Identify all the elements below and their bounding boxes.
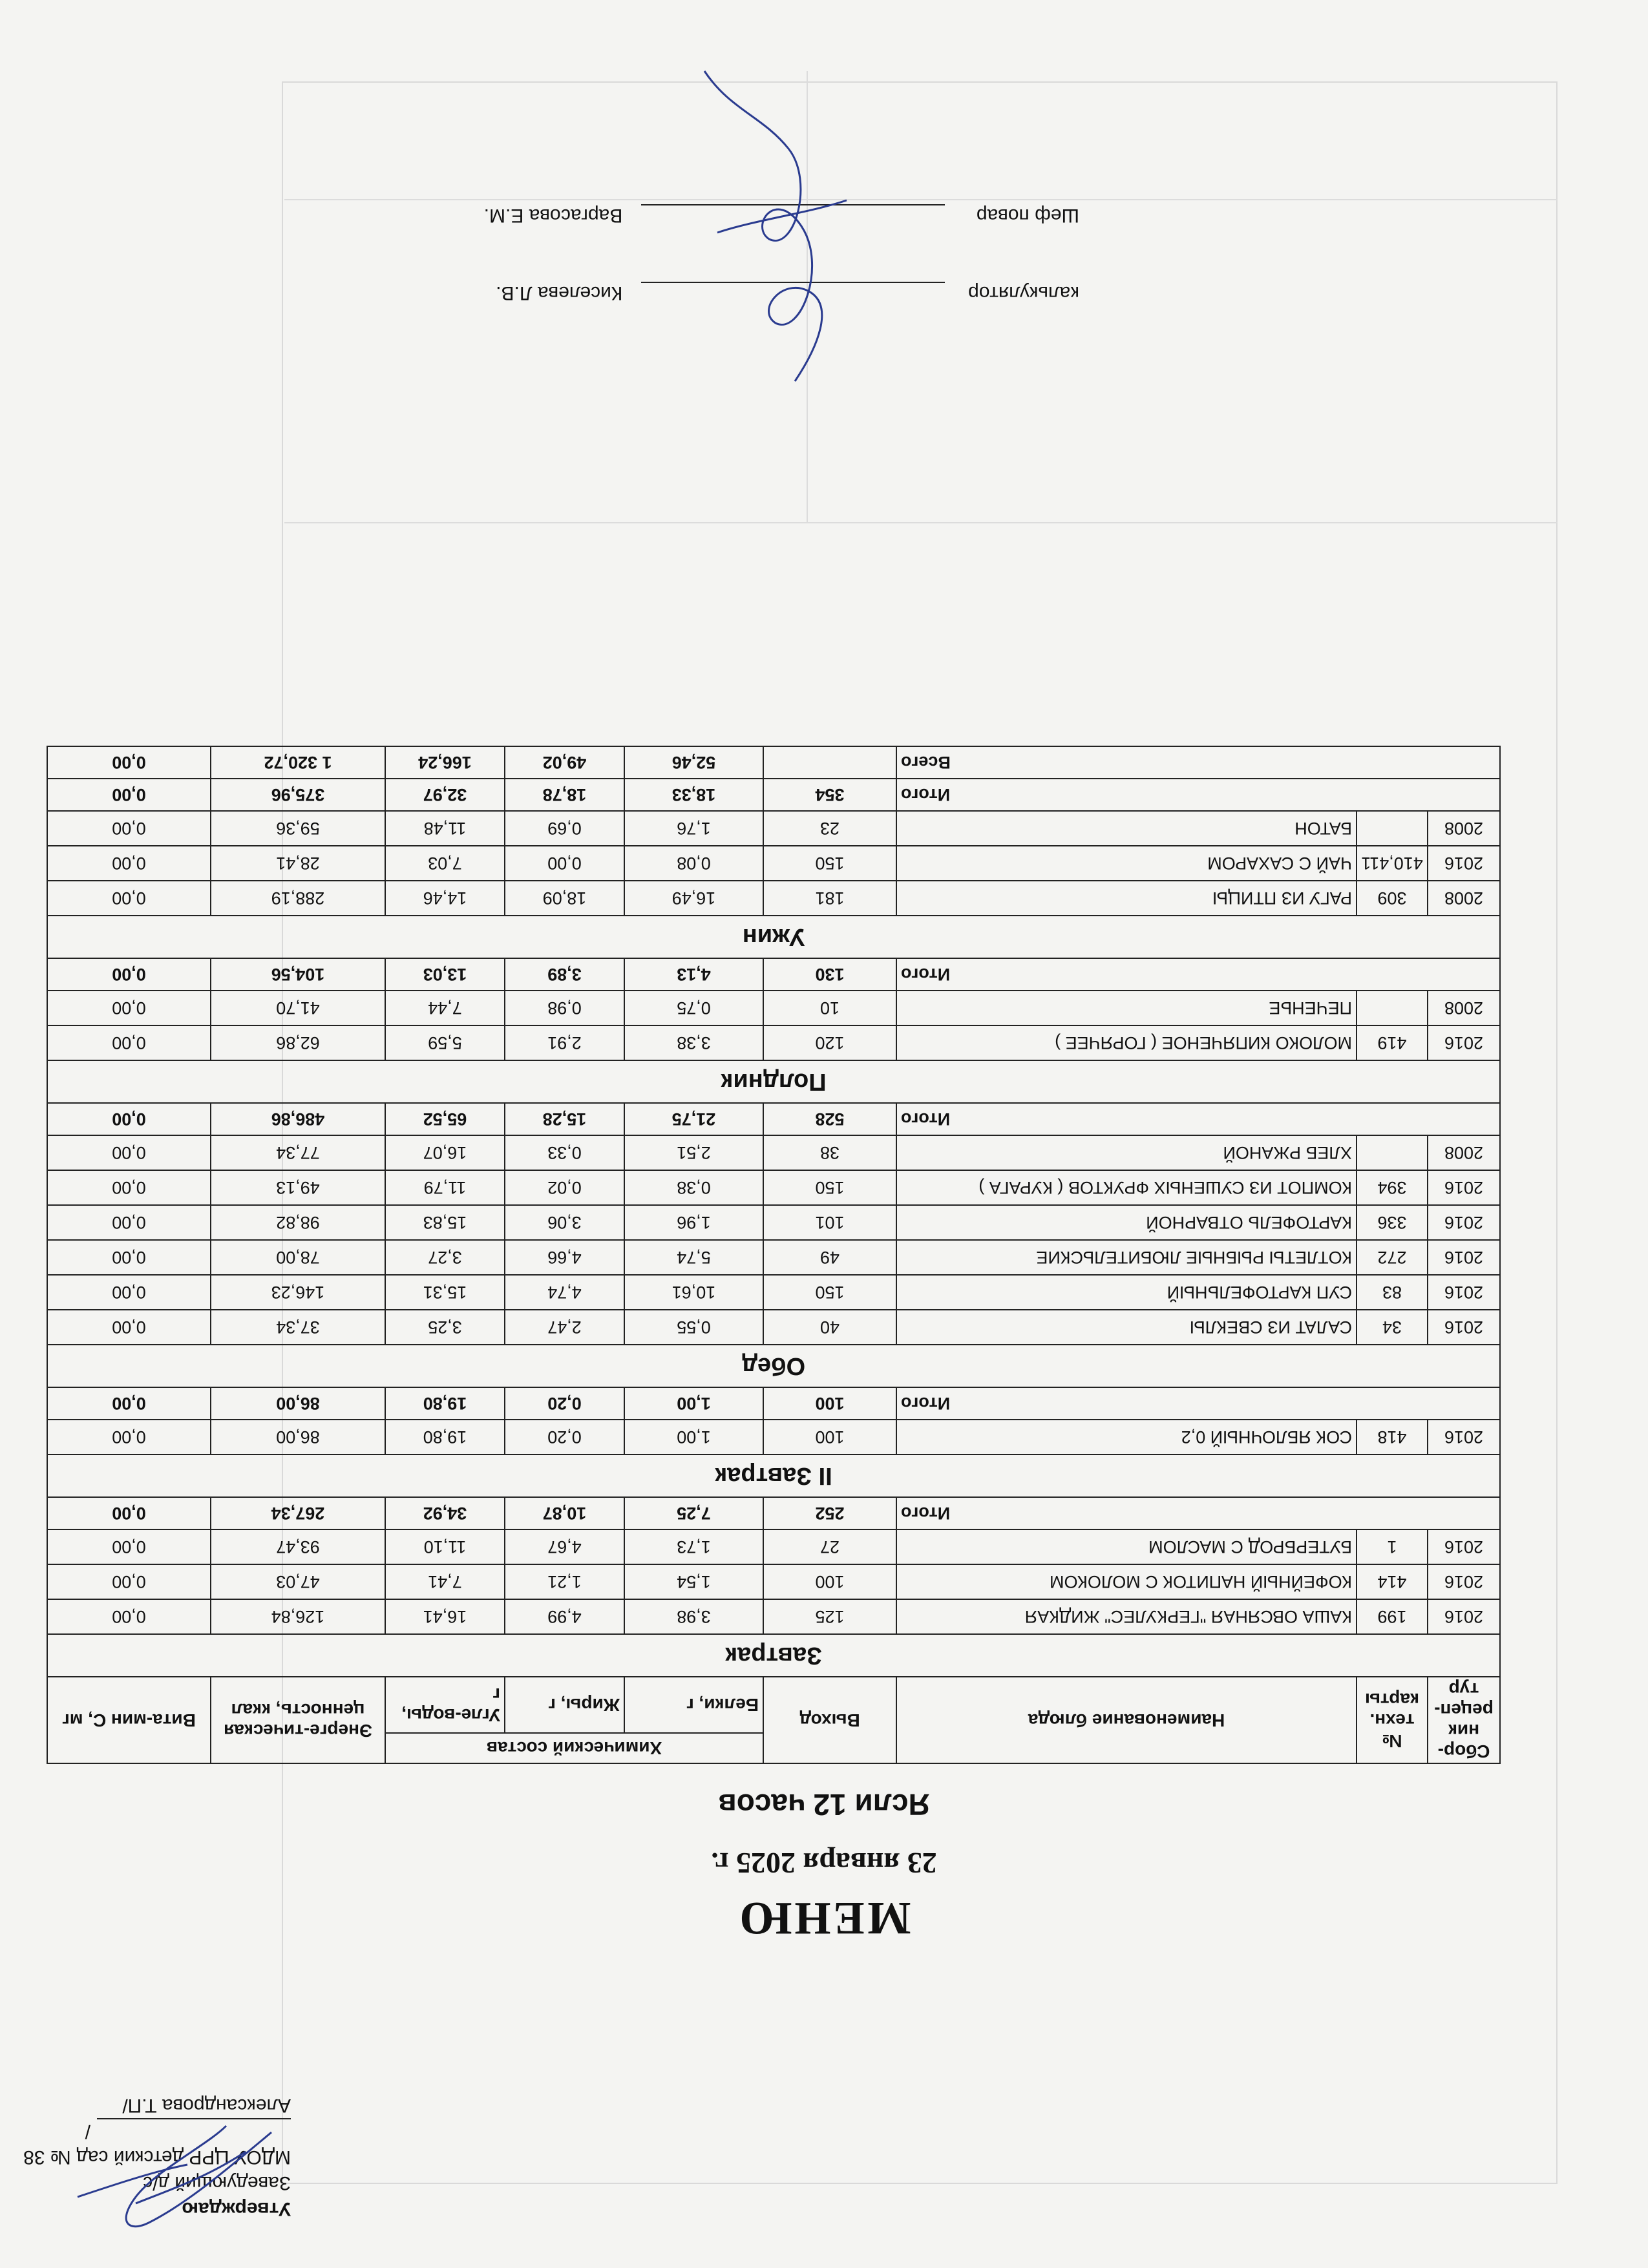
total-vitamin: 0,00	[47, 1103, 211, 1135]
total-label: Итого	[896, 1103, 1500, 1135]
proteins-value: 16,49	[624, 881, 763, 916]
energy-value: 78,00	[211, 1240, 385, 1275]
carbs-value: 5,59	[385, 1025, 505, 1060]
carbs-value: 11,79	[385, 1170, 505, 1205]
vitamin-value: 0,00	[47, 1275, 211, 1310]
grand-total-output	[763, 746, 896, 779]
col-vitamin-header: Вита-мин С, мг	[47, 1677, 211, 1763]
staff-signature	[692, 58, 885, 394]
vitamin-value: 0,00	[47, 1529, 211, 1564]
total-energy: 86,00	[211, 1387, 385, 1420]
total-vitamin: 0,00	[47, 779, 211, 811]
table-row	[47, 1310, 1500, 1345]
card-number: 1	[1357, 1529, 1428, 1564]
total-output: 528	[763, 1103, 896, 1135]
fats-value: 0,69	[505, 811, 624, 846]
collection-year: 2016	[1428, 1205, 1500, 1240]
vitamin-value: 0,00	[47, 811, 211, 846]
vitamin-value: 0,00	[47, 1025, 211, 1060]
total-carbs: 65,52	[385, 1103, 505, 1135]
total-proteins: 21,75	[624, 1103, 763, 1135]
total-carbs: 19,80	[385, 1387, 505, 1420]
proteins-value: 0,38	[624, 1170, 763, 1205]
approval-name: /Александрова Т.П/	[85, 2095, 291, 2142]
proteins-value: 3,98	[624, 1599, 763, 1634]
fats-value: 0,20	[505, 1420, 624, 1454]
approval-organization: МДОУ ЦРР детский сад № 38	[23, 2147, 291, 2168]
collection-year: 2016	[1428, 1170, 1500, 1205]
col-energy-header: Энерге-тическая ценность, ккал	[211, 1677, 385, 1763]
total-fats: 15,28	[505, 1103, 624, 1135]
carbs-value: 19,80	[385, 1420, 505, 1454]
dish-name: КОМПОТ ИЗ СУШЕНЫХ ФРУКТОВ ( КУРАГА )	[896, 1170, 1357, 1205]
output-value: 40	[763, 1310, 896, 1345]
carbs-value: 11,48	[385, 811, 505, 846]
proteins-value: 1,76	[624, 811, 763, 846]
grand-total-row	[47, 746, 1500, 779]
vitamin-value: 0,00	[47, 1599, 211, 1634]
total-fats: 18,78	[505, 779, 624, 811]
fats-value: 0,33	[505, 1135, 624, 1170]
proteins-value: 1,00	[624, 1420, 763, 1454]
table-row	[47, 1275, 1500, 1310]
card-number: 83	[1357, 1275, 1428, 1310]
proteins-value: 1,73	[624, 1529, 763, 1564]
total-label: Итого	[896, 958, 1500, 991]
total-energy: 267,34	[211, 1497, 385, 1529]
bleed-through-line	[284, 522, 1558, 523]
director-signature	[65, 2113, 284, 2242]
total-carbs: 13,03	[385, 958, 505, 991]
total-label: Итого	[896, 1387, 1500, 1420]
carbs-value: 3,25	[385, 1310, 505, 1345]
total-output: 354	[763, 779, 896, 811]
total-proteins: 7,25	[624, 1497, 763, 1529]
proteins-value: 0,55	[624, 1310, 763, 1345]
table-row	[47, 1025, 1500, 1060]
grand-total-vitamin: 0,00	[47, 746, 211, 779]
total-energy: 375,96	[211, 779, 385, 811]
card-number: 419	[1357, 1025, 1428, 1060]
fats-value: 4,99	[505, 1599, 624, 1634]
energy-value: 93,47	[211, 1529, 385, 1564]
col-fats-header: Жиры, г	[505, 1677, 624, 1733]
meal-name: Обед	[47, 1345, 1500, 1387]
meal-name: Полдник	[47, 1060, 1500, 1103]
col-dish-header: Наименование блюда	[896, 1677, 1357, 1763]
total-fats: 3,89	[505, 958, 624, 991]
dish-name: САЛАТ ИЗ СВЕКЛЫ	[896, 1310, 1357, 1345]
collection-year: 2008	[1428, 991, 1500, 1025]
carbs-value: 16,41	[385, 1599, 505, 1634]
energy-value: 59,36	[211, 811, 385, 846]
vitamin-value: 0,00	[47, 881, 211, 916]
grand-total-carbs: 166,24	[385, 746, 505, 779]
col-output-header: Выход	[763, 1677, 896, 1763]
output-value: 125	[763, 1599, 896, 1634]
total-energy: 104,56	[211, 958, 385, 991]
proteins-value: 5,74	[624, 1240, 763, 1275]
col-chem-header: Химический состав	[385, 1733, 763, 1763]
document-title: МЕНЮ	[737, 1893, 911, 1944]
table-row	[47, 881, 1500, 916]
energy-value: 62,86	[211, 1025, 385, 1060]
table-row	[47, 1420, 1500, 1454]
fats-value: 2,91	[505, 1025, 624, 1060]
total-proteins: 1,00	[624, 1387, 763, 1420]
table-row	[47, 1205, 1500, 1240]
card-number: 34	[1357, 1310, 1428, 1345]
collection-year: 2008	[1428, 811, 1500, 846]
fats-value: 0,02	[505, 1170, 624, 1205]
group-name: Ясли 12 часов	[718, 1788, 930, 1822]
dish-name: ЧАЙ С САХАРОМ	[896, 846, 1357, 881]
total-output: 100	[763, 1387, 896, 1420]
meal-name: II Завтрак	[47, 1454, 1500, 1497]
card-number: 309	[1357, 881, 1428, 916]
dish-name: ХЛЕБ РЖАНОЙ	[896, 1135, 1357, 1170]
table-row	[47, 1170, 1500, 1205]
total-vitamin: 0,00	[47, 1387, 211, 1420]
energy-value: 77,34	[211, 1135, 385, 1170]
proteins-value: 1,54	[624, 1564, 763, 1599]
vitamin-value: 0,00	[47, 1240, 211, 1275]
card-number	[1357, 811, 1428, 846]
carbs-value: 14,46	[385, 881, 505, 916]
collection-year: 2016	[1428, 846, 1500, 881]
fats-value: 4,74	[505, 1275, 624, 1310]
collection-year: 2016	[1428, 1240, 1500, 1275]
carbs-value: 15,83	[385, 1205, 505, 1240]
meal-total-row	[47, 958, 1500, 991]
proteins-value: 0,08	[624, 846, 763, 881]
total-proteins: 4,13	[624, 958, 763, 991]
collection-year: 2016	[1428, 1420, 1500, 1454]
dish-name: ПЕЧЕНЬЕ	[896, 991, 1357, 1025]
dish-name: РАГУ ИЗ ПТИЦЫ	[896, 881, 1357, 916]
meal-header-row	[47, 1634, 1500, 1677]
carbs-value: 7,41	[385, 1564, 505, 1599]
card-number: 394	[1357, 1170, 1428, 1205]
vitamin-value: 0,00	[47, 846, 211, 881]
fats-value: 2,47	[505, 1310, 624, 1345]
col-proteins-header: Белки, г	[624, 1677, 763, 1733]
dish-name: БАТОН	[896, 811, 1357, 846]
grand-total-proteins: 52,46	[624, 746, 763, 779]
dish-name: СУП КАРТОФЕЛЬНЫЙ	[896, 1275, 1357, 1310]
total-output: 252	[763, 1497, 896, 1529]
energy-value: 126,84	[211, 1599, 385, 1634]
collection-year: 2016	[1428, 1275, 1500, 1310]
total-label: Итого	[896, 1497, 1500, 1529]
fats-value: 18,09	[505, 881, 624, 916]
table-row	[47, 991, 1500, 1025]
energy-value: 288,19	[211, 881, 385, 916]
energy-value: 146,23	[211, 1275, 385, 1310]
staff-role: калькулятор	[968, 282, 1079, 304]
col-card-header: № техн. карты	[1357, 1677, 1428, 1763]
fats-value: 3,06	[505, 1205, 624, 1240]
proteins-value: 2,51	[624, 1135, 763, 1170]
vitamin-value: 0,00	[47, 1310, 211, 1345]
bleed-through-line	[284, 199, 1558, 200]
meal-header-row	[47, 1454, 1500, 1497]
collection-year: 2016	[1428, 1310, 1500, 1345]
dish-name: МОЛОКО КИПЯЧЕНОЕ ( ГОРЯЧЕЕ )	[896, 1025, 1357, 1060]
collection-year: 2016	[1428, 1564, 1500, 1599]
meal-total-row	[47, 1103, 1500, 1135]
staff-role: Шеф повар	[976, 205, 1079, 226]
card-number	[1357, 1135, 1428, 1170]
collection-year: 2016	[1428, 1025, 1500, 1060]
output-value: 27	[763, 1529, 896, 1564]
output-value: 150	[763, 1275, 896, 1310]
collection-year: 2016	[1428, 1599, 1500, 1634]
dish-name: БУТЕРБРОД С МАСЛОМ	[896, 1529, 1357, 1564]
output-value: 10	[763, 991, 896, 1025]
total-carbs: 34,92	[385, 1497, 505, 1529]
vitamin-value: 0,00	[47, 1170, 211, 1205]
card-number: 414	[1357, 1564, 1428, 1599]
meal-name: Ужин	[47, 916, 1500, 958]
meal-header-row	[47, 1345, 1500, 1387]
output-value: 150	[763, 1170, 896, 1205]
carbs-value: 7,44	[385, 991, 505, 1025]
total-fats: 0,20	[505, 1387, 624, 1420]
carbs-value: 15,31	[385, 1275, 505, 1310]
energy-value: 49,13	[211, 1170, 385, 1205]
output-value: 101	[763, 1205, 896, 1240]
table-row	[47, 1240, 1500, 1275]
collection-year: 2008	[1428, 881, 1500, 916]
collection-year: 2016	[1428, 1529, 1500, 1564]
fats-value: 4,66	[505, 1240, 624, 1275]
vitamin-value: 0,00	[47, 1205, 211, 1240]
carbs-value: 3,27	[385, 1240, 505, 1275]
output-value: 181	[763, 881, 896, 916]
output-value: 100	[763, 1420, 896, 1454]
vitamin-value: 0,00	[47, 1135, 211, 1170]
card-number	[1357, 991, 1428, 1025]
proteins-value: 1,96	[624, 1205, 763, 1240]
output-value: 49	[763, 1240, 896, 1275]
table-row	[47, 1564, 1500, 1599]
energy-value: 86,00	[211, 1420, 385, 1454]
card-number: 272	[1357, 1240, 1428, 1275]
card-number: 418	[1357, 1420, 1428, 1454]
table-row	[47, 1599, 1500, 1634]
grand-total-fats: 49,02	[505, 746, 624, 779]
total-fats: 10,87	[505, 1497, 624, 1529]
fats-value: 0,00	[505, 846, 624, 881]
energy-value: 37,34	[211, 1310, 385, 1345]
vitamin-value: 0,00	[47, 1564, 211, 1599]
meal-total-row	[47, 1497, 1500, 1529]
staff-name: Варгасова Е.М.	[483, 205, 623, 226]
card-number: 199	[1357, 1599, 1428, 1634]
total-vitamin: 0,00	[47, 958, 211, 991]
output-value: 38	[763, 1135, 896, 1170]
meal-header-row	[47, 1060, 1500, 1103]
energy-value: 47,03	[211, 1564, 385, 1599]
energy-value: 41,70	[211, 991, 385, 1025]
table-row	[47, 1529, 1500, 1564]
grand-total-label: Всего	[896, 746, 1500, 779]
meal-header-row	[47, 916, 1500, 958]
proteins-value: 0,75	[624, 991, 763, 1025]
carbs-value: 11,10	[385, 1529, 505, 1564]
vitamin-value: 0,00	[47, 1420, 211, 1454]
output-value: 100	[763, 1564, 896, 1599]
table-row	[47, 1135, 1500, 1170]
collection-year: 2008	[1428, 1135, 1500, 1170]
energy-value: 98,82	[211, 1205, 385, 1240]
fats-value: 4,67	[505, 1529, 624, 1564]
total-vitamin: 0,00	[47, 1497, 211, 1529]
fats-value: 1,21	[505, 1564, 624, 1599]
output-value: 120	[763, 1025, 896, 1060]
meal-total-row	[47, 1387, 1500, 1420]
menu-table	[47, 746, 1501, 1764]
dish-name: КОТЛЕТЫ РЫБНЫЕ ЛЮБИТЕЛЬСКИЕ	[896, 1240, 1357, 1275]
approval-position: Заведующий д/с	[143, 2172, 291, 2194]
table-row	[47, 846, 1500, 881]
proteins-value: 3,38	[624, 1025, 763, 1060]
total-label: Итого	[896, 779, 1500, 811]
total-proteins: 18,33	[624, 779, 763, 811]
col-carbs-header: Угле-воды, г	[385, 1677, 505, 1733]
dish-name: КОФЕЙНЫЙ НАПИТОК С МОЛОКОМ	[896, 1564, 1357, 1599]
proteins-value: 10,61	[624, 1275, 763, 1310]
meal-name: Завтрак	[47, 1634, 1500, 1677]
total-output: 130	[763, 958, 896, 991]
col-collection-header: Сбор-ник рецеп-тур	[1428, 1677, 1500, 1763]
dish-name: КАША ОВСЯНАЯ "ГЕРКУЛЕС" ЖИДКАЯ	[896, 1599, 1357, 1634]
vitamin-value: 0,00	[47, 991, 211, 1025]
menu-date: 23 января 2025 г.	[711, 1847, 937, 1880]
total-energy: 486,86	[211, 1103, 385, 1135]
staff-name: Киселева Л.В.	[496, 282, 623, 304]
card-number: 336	[1357, 1205, 1428, 1240]
total-carbs: 32,97	[385, 779, 505, 811]
output-value: 150	[763, 846, 896, 881]
carbs-value: 7,03	[385, 846, 505, 881]
dish-name: СОК ЯБЛОЧНЫЙ 0,2	[896, 1420, 1357, 1454]
table-row	[47, 811, 1500, 846]
fats-value: 0,98	[505, 991, 624, 1025]
grand-total-energy: 1 320,72	[211, 746, 385, 779]
output-value: 23	[763, 811, 896, 846]
card-number: 410,411	[1357, 846, 1428, 881]
dish-name: КАРТОФЕЛЬ ОТВАРНОЙ	[896, 1205, 1357, 1240]
energy-value: 28,41	[211, 846, 385, 881]
approval-heading: Утверждаю	[182, 2198, 291, 2220]
carbs-value: 16,07	[385, 1135, 505, 1170]
meal-total-row	[47, 779, 1500, 811]
